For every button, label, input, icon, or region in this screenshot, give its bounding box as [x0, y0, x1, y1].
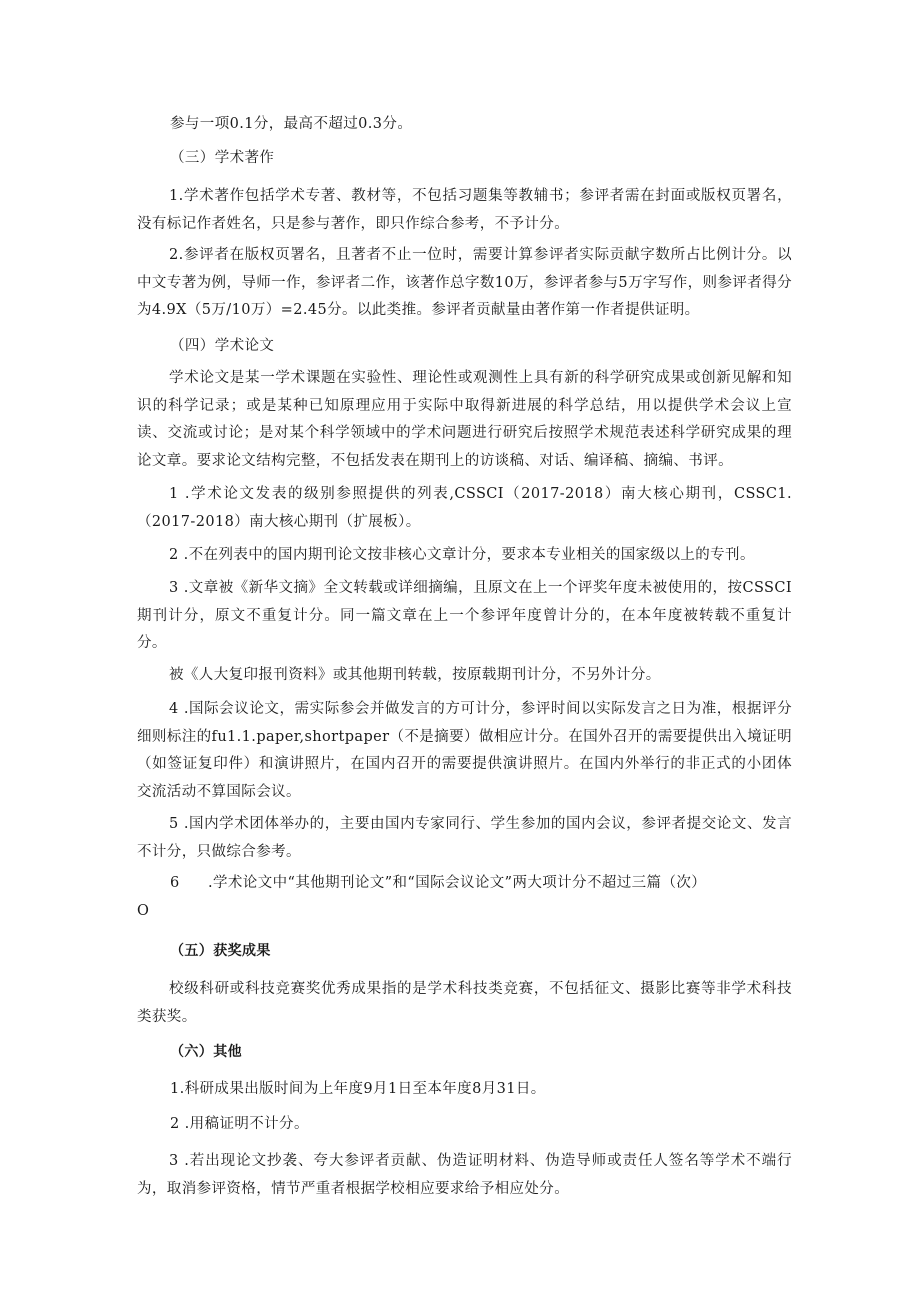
section-heading-3: （三）学术著作 [170, 150, 275, 166]
section-4-item-6-text: .学术论文中“其他期刊论文”和“国际会议论文”两大项计分不超过三篇（次） [208, 875, 707, 891]
section-heading-6: （六）其他 [170, 1044, 242, 1060]
section-4-item-2: 2 .不在列表中的国内期刊论文按非核心文章计分，要求本专业相关的国家级以上的专刊。 [169, 547, 755, 563]
section-4-item-6-number: 6 [170, 875, 180, 891]
section-4-item-3: 3 .文章被《新华文摘》全文转载或详细摘编，且原文在上一个评奖年度未被使用的，按CSSCI期刊计分，原文不重复计分。同一篇文章在上一个参评年度曾计分的，在本年度被转载不重复计分。 [137, 580, 792, 651]
section-4-item-6-tail: O [137, 903, 150, 919]
section-3-item-2: 2.参评者在版权页署名，且著者不止一位时，需要计算参评者实际贡献字数所占比例计分。以中文专著为例，导师一作，参评者二作，该著作总字数10万，参评者参与5万字写作，则参评者得分为4.9X（5万/10万）=2.45分。以此类推。参评者贡献量由著作第一作者提供证明。 [137, 247, 792, 318]
section-4-item-1: 1 .学术论文发表的级别参照提供的列表,CSSCI（2017-2018）南大核心期刊，CSSC1.（2017-2018）南大核心期刊（扩展板）。 [137, 486, 792, 530]
section-4-intro: 学术论文是某一学术课题在实验性、理论性或观测性上具有新的科学研究成果或创新见解和知识的科学记录；或是某种已知原理应用于实际中取得新进展的科学总结，用以提供学术会议上宣读、交流或讨论；是对某个科学领域中的学术问题进行研究后按照学术规范表述科学研究成果的理论文章。要求论文结构完整，不包括发表在期刊上的访谈稿、对话、编译稿、摘编、书评。 [137, 370, 792, 469]
section-3-item-1: 1.学术著作包括学术专著、教材等，不包括习题集等教辅书；参评者需在封面或版权页署名，没有标记作者姓名，只是参与著作，即只作综合参考，不予计分。 [137, 188, 792, 232]
section-5-text: 校级科研或科技竞赛奖优秀成果指的是学术科技类竞赛，不包括征文、摄影比赛等非学术科技类获奖。 [137, 981, 792, 1025]
section-heading-4: （四）学术论文 [170, 338, 275, 354]
section-4-item-4: 4 .国际会议论文，需实际参会并做发言的方可计分，参评时间以实际发言之日为准，根据评分细则标注的fu1.1.paper,shortpaper（不是摘要）做相应计分。在国外召开的需要提供出入境证明（如签证复印件）和演讲照片，在国内召开的需要提供演讲照片。在国内外举行的非正式的小团体交流活动不算国际会议。 [137, 701, 792, 800]
section-6-item-2: 2 .用稿证明不计分。 [170, 1116, 309, 1132]
section-6-item-1: 1.科研成果出版时间为上年度9月1日至本年度8月31日。 [170, 1081, 546, 1097]
paragraph-top: 参与一项0.1分，最高不超过0.3分。 [170, 116, 413, 132]
section-4-item-5: 5 .国内学术团体举办的，主要由国内专家同行、学生参加的国内会议，参评者提交论文、发言不计分，只做综合参考。 [137, 816, 792, 860]
section-heading-5: （五）获奖成果 [170, 943, 271, 959]
section-6-item-3: 3 .若出现论文抄袭、夸大参评者贡献、伪造证明材料、伪造导师或责任人签名等学术不端行为，取消参评资格，情节严重者根据学校相应要求给予相应处分。 [137, 1153, 792, 1197]
section-4-item-3-note: 被《人大复印报刊资料》或其他期刊转载，按原载期刊计分，不另外计分。 [169, 667, 661, 683]
